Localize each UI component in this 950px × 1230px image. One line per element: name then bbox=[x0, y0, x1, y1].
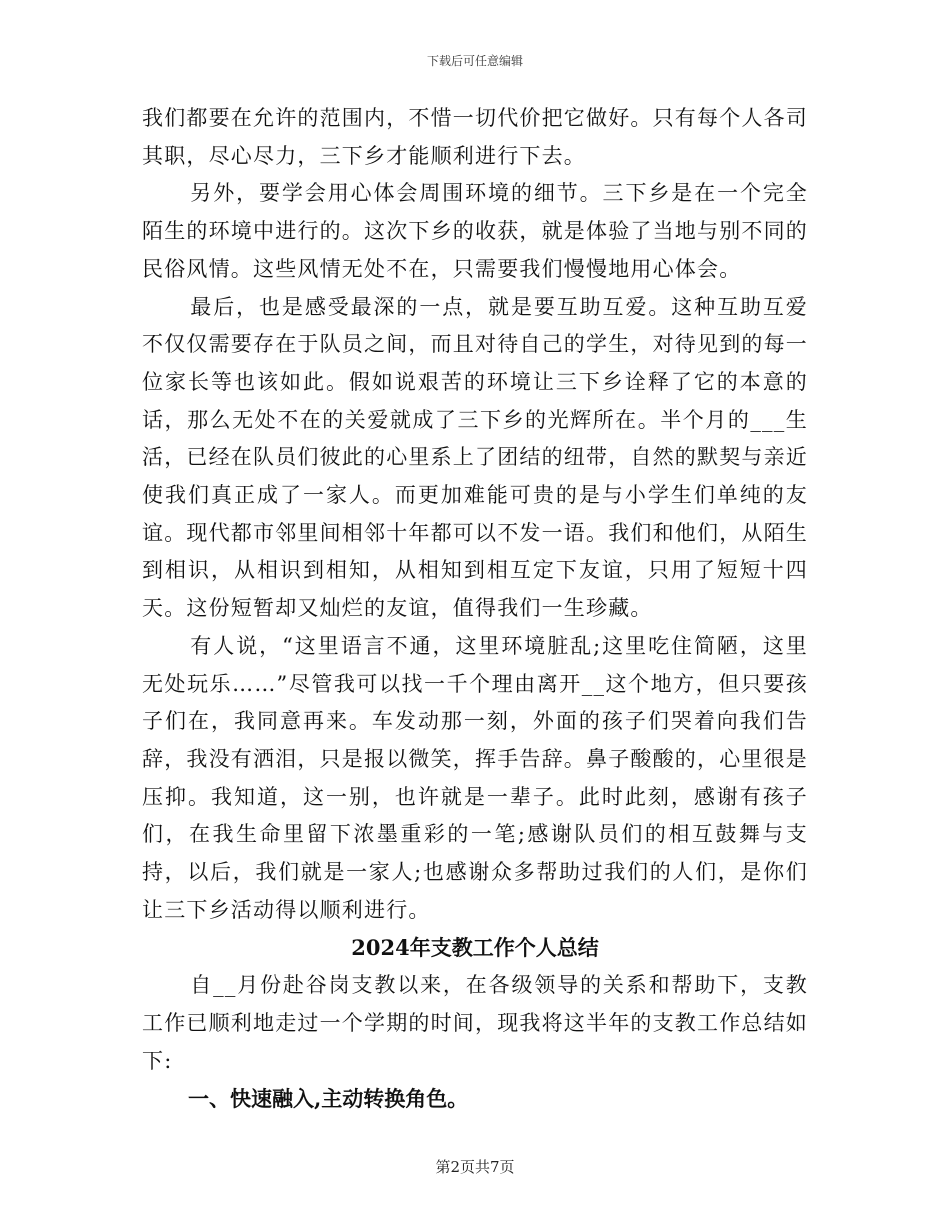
paragraph-continuation: 我们都要在允许的范围内，不惜一切代价把它做好。只有每个人各司其职，尽心尽力，三下乡才能顺利进行下去。 bbox=[142, 106, 808, 168]
page-header: 下载后可任意编辑 bbox=[426, 54, 523, 68]
document-title: 2024年支教工作个人总结 bbox=[351, 935, 599, 961]
paragraph-farewell: 有人说，“这里语言不通，这里环境脏乱;这里吃住简陋，这里无处玩乐……”尽管我可以找一千个理由离开__这个地方，但只要孩子们在，我同意再来。车发动那一刻，外面的孩子们哭着向我们告辞，我没有洒泪，只是报以微笑，挥手告辞。鼻子酸酸的，心里很是压抑。我知道，这一别，也许就是一辈子。此时此刻，感谢有孩子们，在我生命里留下浓墨重彩的一笔;感谢队员们的相互鼓舞与支持，以后，我们就是一家人;也感谢众多帮助过我们的人们，是你们让三下乡活动得以顺利进行。 bbox=[142, 633, 808, 922]
page-footer: 第2页共7页 bbox=[435, 1158, 515, 1176]
paragraph-mutual-help: 最后，也是感受最深的一点，就是要互助互爱。这种互助互爱不仅仅需要存在于队员之间，而且对待自己的学生，对待见到的每一位家长等也该如此。假如说艰苦的环境让三下乡诠释了它的本意的话，那么无处不在的关爱就成了三下乡的光辉所在。半个月的___生活，已经在队员们彼此的心里系上了团结的纽带，自然的默契与亲近使我们真正成了一家人。而更加难能可贵的是与小学生们单纯的友谊。现代都市邻里间相邻十年都可以不发一语。我们和他们，从陌生到相识，从相识到相知，从相知到相互定下友谊，只用了短短十四天。这份短暂却又灿烂的友谊，值得我们一生珍藏。 bbox=[142, 294, 808, 621]
section-heading: 一、快速融入,主动转换角色。 bbox=[188, 1086, 469, 1112]
paragraph-environment: 另外，要学会用心体会周围环境的细节。三下乡是在一个完全陌生的环境中进行的。这次下乡的收获，就是体验了当地与别不同的民俗风情。这些风情无处不在，只需要我们慢慢地用心体会。 bbox=[142, 181, 808, 281]
paragraph-intro: 自__月份赴谷岗支教以来，在各级领导的关系和帮助下，支教工作已顺利地走过一个学期的时间，现我将这半年的支教工作总结如下: bbox=[142, 973, 808, 1073]
document-body bbox=[142, 100, 808, 1118]
